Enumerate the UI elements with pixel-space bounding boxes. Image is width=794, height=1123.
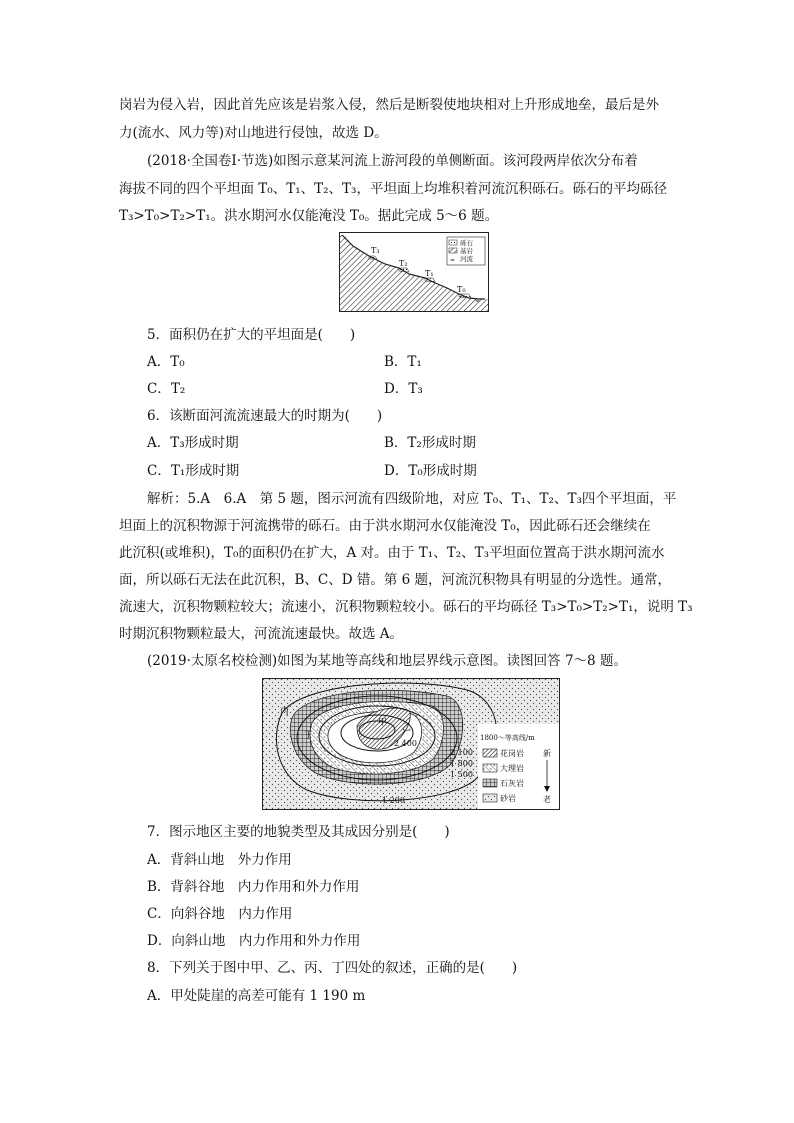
q56-stem-line-2: 海拔不同的四个平坦面 T₀、T₁、T₂、T₃，平坦面上均堆积着河流沉积砾石。砾石的平均砾径 bbox=[119, 181, 667, 197]
q6-option-c: C．T₁形成时期 bbox=[147, 463, 240, 479]
river-section-figure bbox=[339, 232, 489, 312]
terrace-t1-gravel bbox=[425, 278, 435, 282]
river-section-diagram bbox=[339, 232, 489, 312]
legend-marble-label: 大理岩 bbox=[500, 764, 524, 773]
place-bing: 丙 bbox=[280, 707, 290, 717]
label-t3: T₃ bbox=[371, 246, 380, 255]
answer-line-3: 此沉积(或堆积)，T₀的面积仍在扩大，A 对。由于 T₁、T₂、T₃平坦面位置高于洪水期河流水 bbox=[119, 545, 665, 561]
answer-line-4: 面，所以砾石无法在此沉积，B、C、D 错。第 6 题，河流沉积物具有明显的分选性。通常， bbox=[119, 572, 672, 588]
contour-label-1200: 1 200 bbox=[382, 796, 405, 805]
legend-bedrock-label: 基岩 bbox=[460, 247, 473, 255]
legend-river-swatch: ≈ bbox=[450, 257, 456, 264]
legend-sandstone-swatch bbox=[483, 794, 497, 802]
q7-stem: 7．图示地区主要的地貌类型及其成因分别是( ) bbox=[147, 824, 450, 840]
legend-limestone-swatch bbox=[483, 779, 497, 787]
label-t2: T₂ bbox=[399, 259, 408, 268]
contour-label-2400: 2 400 bbox=[394, 739, 417, 748]
q8-stem: 8．下列关于图中甲、乙、丙、丁四处的叙述，正确的是( ) bbox=[147, 960, 518, 976]
place-jia: 甲 bbox=[378, 718, 388, 728]
q8-option-a: A．甲处陡崖的高差可能有 1 190 m bbox=[147, 988, 366, 1004]
q6-option-b: B．T₂形成时期 bbox=[384, 435, 476, 451]
contour-label-1800: 1 800 bbox=[450, 759, 473, 768]
q7-option-a: A．背斜山地 外力作用 bbox=[147, 852, 292, 868]
contour-label-1500: 1 500 bbox=[450, 770, 473, 779]
terrace-t0-gravel bbox=[459, 294, 471, 298]
legend-limestone-label: 石灰岩 bbox=[500, 779, 524, 788]
q7-option-b: B．背斜谷地 内力作用和外力作用 bbox=[147, 879, 360, 895]
answer-line-5: 流速大，沉积物颗粒较大；流速小，沉积物颗粒较小。砾石的平均砾径 T₃>T₀>T₂>T₁，说明 T₃ bbox=[119, 599, 693, 615]
legend-sandstone-label: 砂岩 bbox=[500, 794, 516, 803]
intro-line-2: 力(流水、风力等)对山地进行侵蚀，故选 D。 bbox=[119, 125, 388, 141]
q6-stem: 6．该断面河流流速最大的时期为( ) bbox=[147, 408, 383, 424]
legend-marble-swatch bbox=[483, 764, 497, 772]
answer-line-2: 坦面上的沉积物源于河流携带的砾石。由于洪水期河水仅能淹没 T₀，因此砾石还会继续在 bbox=[119, 518, 651, 534]
q6-option-a: A．T₃形成时期 bbox=[147, 435, 239, 451]
legend-granite-label: 花岗岩 bbox=[500, 749, 524, 758]
q5-option-b: B．T₁ bbox=[384, 354, 422, 370]
q5-option-c: C．T₂ bbox=[147, 381, 186, 397]
legend-bedrock-swatch bbox=[449, 248, 457, 253]
q56-stem-line-1: (2018·全国卷Ⅰ·节选)如图示意某河流上游河段的单侧断面。该河段两岸依次分布着 bbox=[147, 153, 638, 169]
legend-river-label: 河流 bbox=[460, 255, 473, 263]
legend-contour-label: 1800～等高线/m bbox=[480, 734, 535, 742]
river-mark: ≈ bbox=[475, 298, 481, 305]
q56-stem-line-3: T₃>T₀>T₂>T₁。洪水期河水仅能淹没 T₀。据此完成 5～6 题。 bbox=[119, 208, 499, 224]
answer-line-1: 解析：5.A 6.A 第 5 题，图示河流有四级阶地，对应 T₀、T₁、T₂、T₃四个平坦面，平 bbox=[147, 491, 677, 507]
q78-stem: (2019·太原名校检测)如图为某地等高线和地层界线示意图。读图回答 7～8 题。 bbox=[147, 653, 627, 669]
q5-option-a: A．T₀ bbox=[147, 354, 185, 370]
place-ding: 丁 bbox=[304, 731, 314, 741]
label-t0: T₀ bbox=[457, 285, 466, 294]
age-old-label: 老 bbox=[543, 795, 551, 804]
q7-option-d: D．向斜山地 内力作用和外力作用 bbox=[147, 933, 361, 949]
legend-gravel-swatch bbox=[449, 240, 457, 245]
contour-strata-map bbox=[262, 678, 560, 810]
q7-option-c: C．向斜谷地 内力作用 bbox=[147, 906, 293, 922]
age-new-label: 新 bbox=[543, 749, 551, 758]
legend-gravel-label: 砾石 bbox=[460, 239, 473, 247]
contour-label-2100: 2 100 bbox=[450, 748, 473, 757]
q5-stem: 5．面积仍在扩大的平坦面是( ) bbox=[147, 327, 356, 343]
place-yi: 乙 bbox=[402, 723, 412, 733]
intro-line-1: 岗岩为侵入岩，因此首先应该是岩浆入侵，然后是断裂使地块相对上升形成地垒，最后是外 bbox=[119, 97, 659, 113]
q6-option-d: D．T₀形成时期 bbox=[384, 463, 477, 479]
q5-option-d: D．T₃ bbox=[384, 381, 423, 397]
contour-strata-figure bbox=[262, 678, 560, 810]
answer-line-6: 时期沉积物颗粒最大，河流流速最快。故选 A。 bbox=[119, 626, 404, 642]
label-t1: T₁ bbox=[425, 269, 434, 278]
legend-granite-swatch bbox=[483, 749, 497, 757]
terrace-t2-gravel bbox=[399, 268, 409, 272]
